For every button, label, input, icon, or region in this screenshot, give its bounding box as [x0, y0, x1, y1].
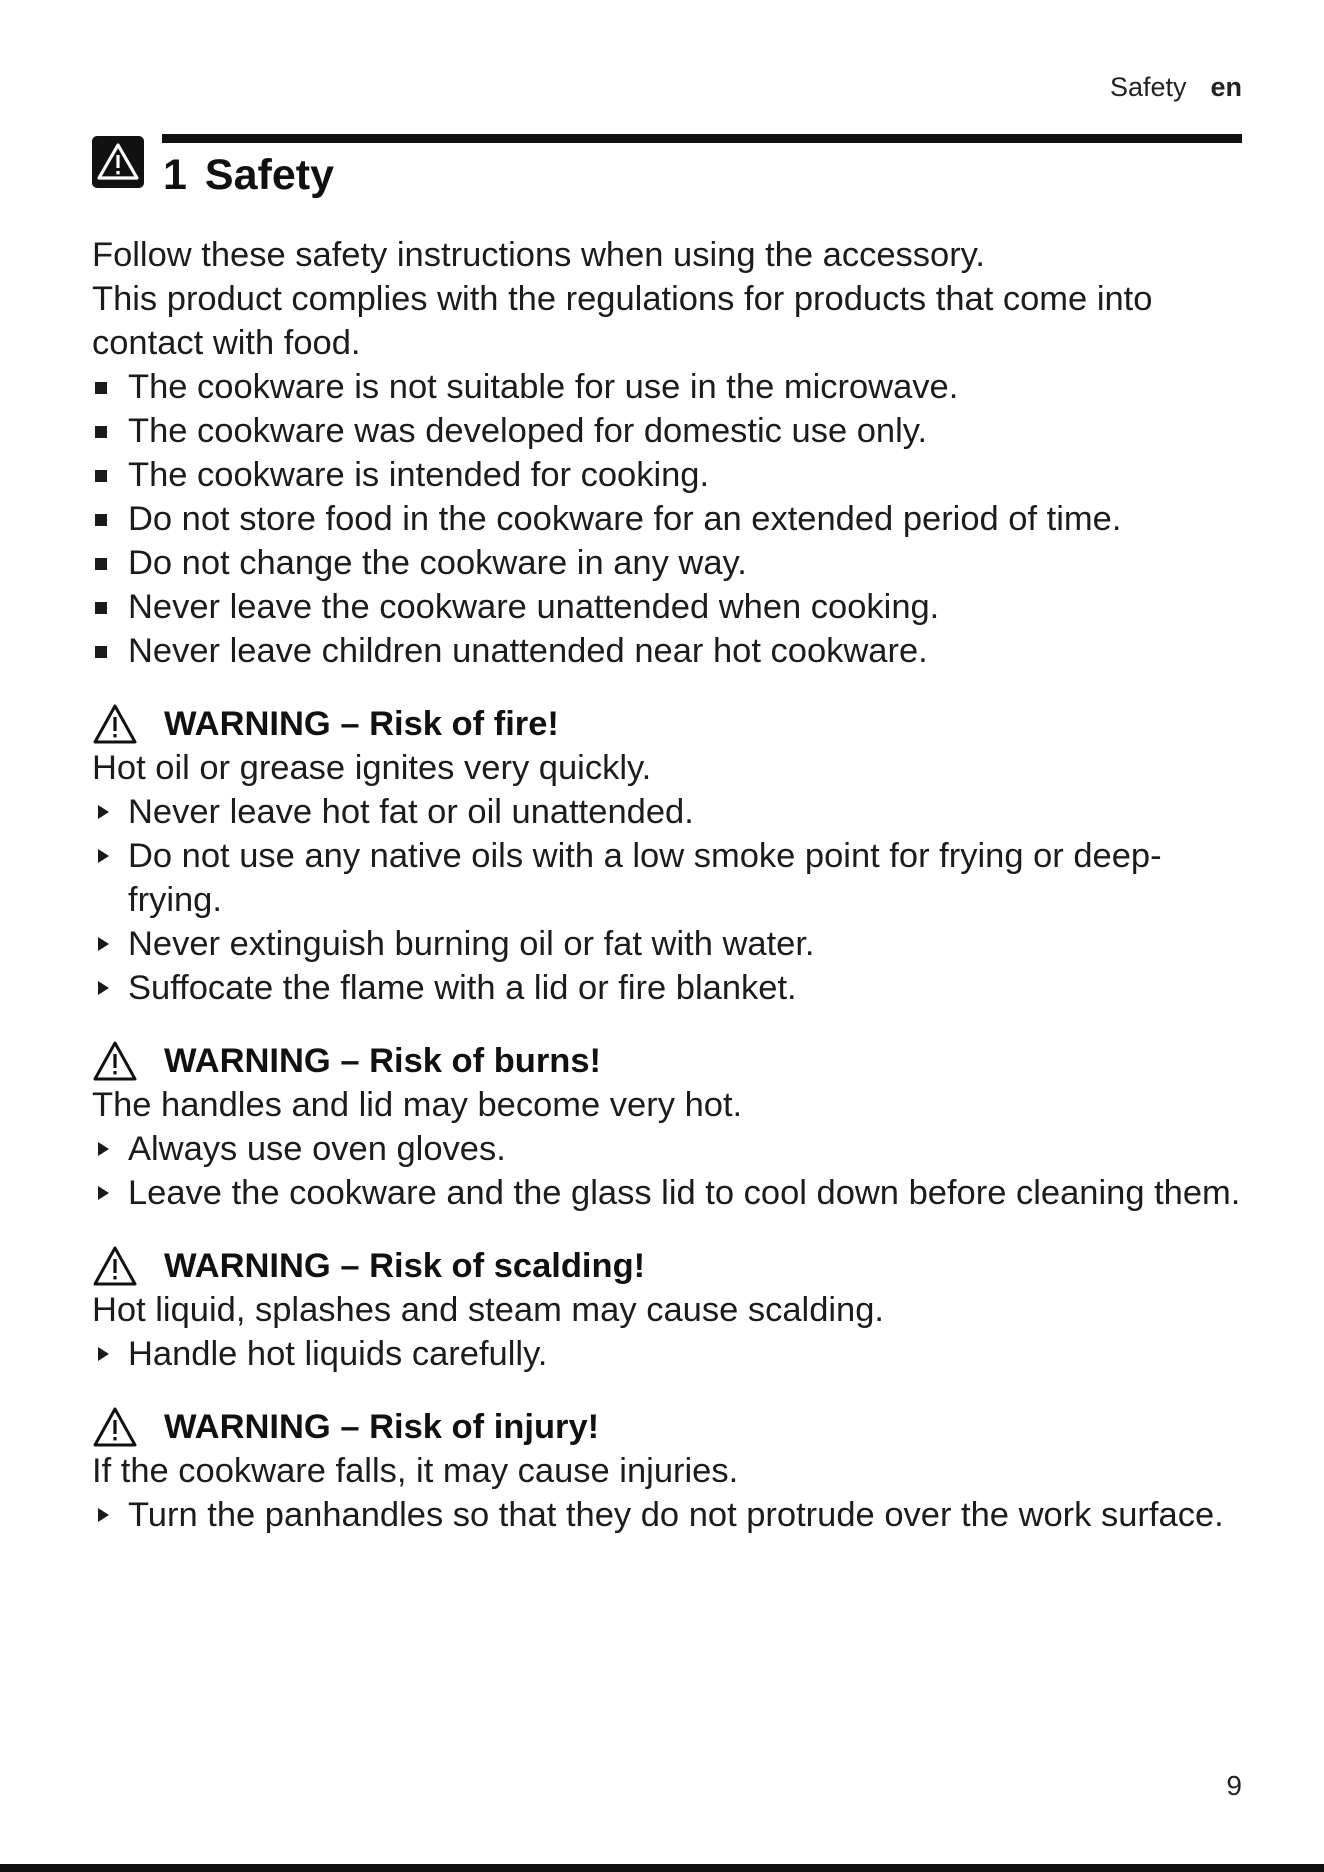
square-bullet-icon	[95, 382, 107, 394]
list-item	[92, 585, 1242, 629]
arrow-bullet-icon	[98, 1347, 109, 1361]
warning-title: WARNING – Risk of fire!	[164, 705, 559, 743]
list-item	[92, 497, 1242, 541]
warning-heading	[92, 702, 1242, 746]
warning-triangle-icon	[92, 1040, 138, 1082]
action-text: Do not use any native oils with a low smoke point for frying or deep-frying.	[128, 837, 1162, 919]
warning-triangle-icon	[92, 1245, 138, 1287]
warning-triangle-icon	[92, 1406, 138, 1448]
page-number: 9	[1226, 1770, 1242, 1801]
list-item-text: Do not change the cookware in any way.	[128, 544, 747, 582]
list-item	[92, 365, 1242, 409]
warning-text: If the cookware falls, it may cause injuries.	[92, 1452, 739, 1490]
action-list	[92, 790, 1242, 1010]
action-item	[92, 922, 1242, 966]
arrow-bullet-icon	[98, 805, 109, 819]
list-item	[92, 629, 1242, 673]
warning-heading	[92, 1405, 1242, 1449]
arrow-bullet-icon	[98, 1508, 109, 1522]
warning-text: Hot liquid, splashes and steam may cause scalding.	[92, 1291, 885, 1329]
action-list	[92, 1332, 1242, 1376]
action-list	[92, 1493, 1242, 1537]
warning-scalding	[92, 1244, 1242, 1376]
safety-content	[92, 233, 1242, 1537]
safety-bullet-list	[92, 365, 1242, 673]
section-rule	[162, 134, 1242, 143]
square-bullet-icon	[95, 470, 107, 482]
arrow-bullet-icon	[98, 981, 109, 995]
list-item-text: Do not store food in the cookware for an extended period of time.	[128, 500, 1122, 538]
warning-heading	[92, 1039, 1242, 1083]
bottom-rule	[0, 1864, 1324, 1872]
list-item	[92, 541, 1242, 585]
warning-burns	[92, 1039, 1242, 1215]
arrow-bullet-icon	[98, 1142, 109, 1156]
action-item	[92, 966, 1242, 1010]
action-text: Handle hot liquids carefully.	[128, 1335, 548, 1373]
warning-title: WARNING – Risk of injury!	[164, 1408, 600, 1446]
action-item	[92, 790, 1242, 834]
section-title	[163, 151, 334, 200]
warning-heading	[92, 1244, 1242, 1288]
warning-triangle-icon	[92, 703, 138, 745]
action-item	[92, 834, 1242, 922]
action-text: Turn the panhandles so that they do not protrude over the work surface.	[128, 1496, 1224, 1534]
action-item	[92, 1493, 1242, 1537]
list-item	[92, 409, 1242, 453]
square-bullet-icon	[95, 514, 107, 526]
running-header-lang: en	[1210, 72, 1242, 102]
warning-injury	[92, 1405, 1242, 1537]
square-bullet-icon	[95, 426, 107, 438]
square-bullet-icon	[95, 646, 107, 658]
arrow-bullet-icon	[98, 849, 109, 863]
list-item-text: The cookware is not suitable for use in the microwave.	[128, 368, 959, 406]
running-header	[1110, 72, 1242, 103]
action-item	[92, 1127, 1242, 1171]
action-text: Suffocate the flame with a lid or fire blanket.	[128, 969, 797, 1007]
list-item-text: Never leave children unattended near hot cookware.	[128, 632, 928, 670]
action-text: Never extinguish burning oil or fat with water.	[128, 925, 815, 963]
square-bullet-icon	[95, 558, 107, 570]
action-text: Never leave hot fat or oil unattended.	[128, 793, 694, 831]
action-item	[92, 1332, 1242, 1376]
intro-paragraph: Follow these safety instructions when using the accessory.	[92, 236, 985, 274]
warning-box-icon	[92, 136, 144, 188]
section-title-text: Safety	[204, 151, 334, 199]
list-item-text: The cookware is intended for cooking.	[128, 456, 710, 494]
list-item-text: The cookware was developed for domestic use only.	[128, 412, 928, 450]
action-text: Always use oven gloves.	[128, 1130, 506, 1168]
warning-text: The handles and lid may become very hot.	[92, 1086, 743, 1124]
square-bullet-icon	[95, 602, 107, 614]
arrow-bullet-icon	[98, 937, 109, 951]
arrow-bullet-icon	[98, 1186, 109, 1200]
action-text: Leave the cookware and the glass lid to cool down before cleaning them.	[128, 1174, 1241, 1212]
warning-text: Hot oil or grease ignites very quickly.	[92, 749, 652, 787]
list-item	[92, 453, 1242, 497]
warning-title: WARNING – Risk of scalding!	[164, 1247, 646, 1285]
warning-title: WARNING – Risk of burns!	[164, 1042, 602, 1080]
section-number: 1	[163, 151, 187, 199]
action-list	[92, 1127, 1242, 1215]
list-item-text: Never leave the cookware unattended when cooking.	[128, 588, 940, 626]
action-item	[92, 1171, 1242, 1215]
running-header-section: Safety	[1109, 72, 1187, 102]
warning-fire	[92, 702, 1242, 1010]
intro-paragraph: This product complies with the regulations for products that come into contact with food.	[92, 280, 1153, 362]
